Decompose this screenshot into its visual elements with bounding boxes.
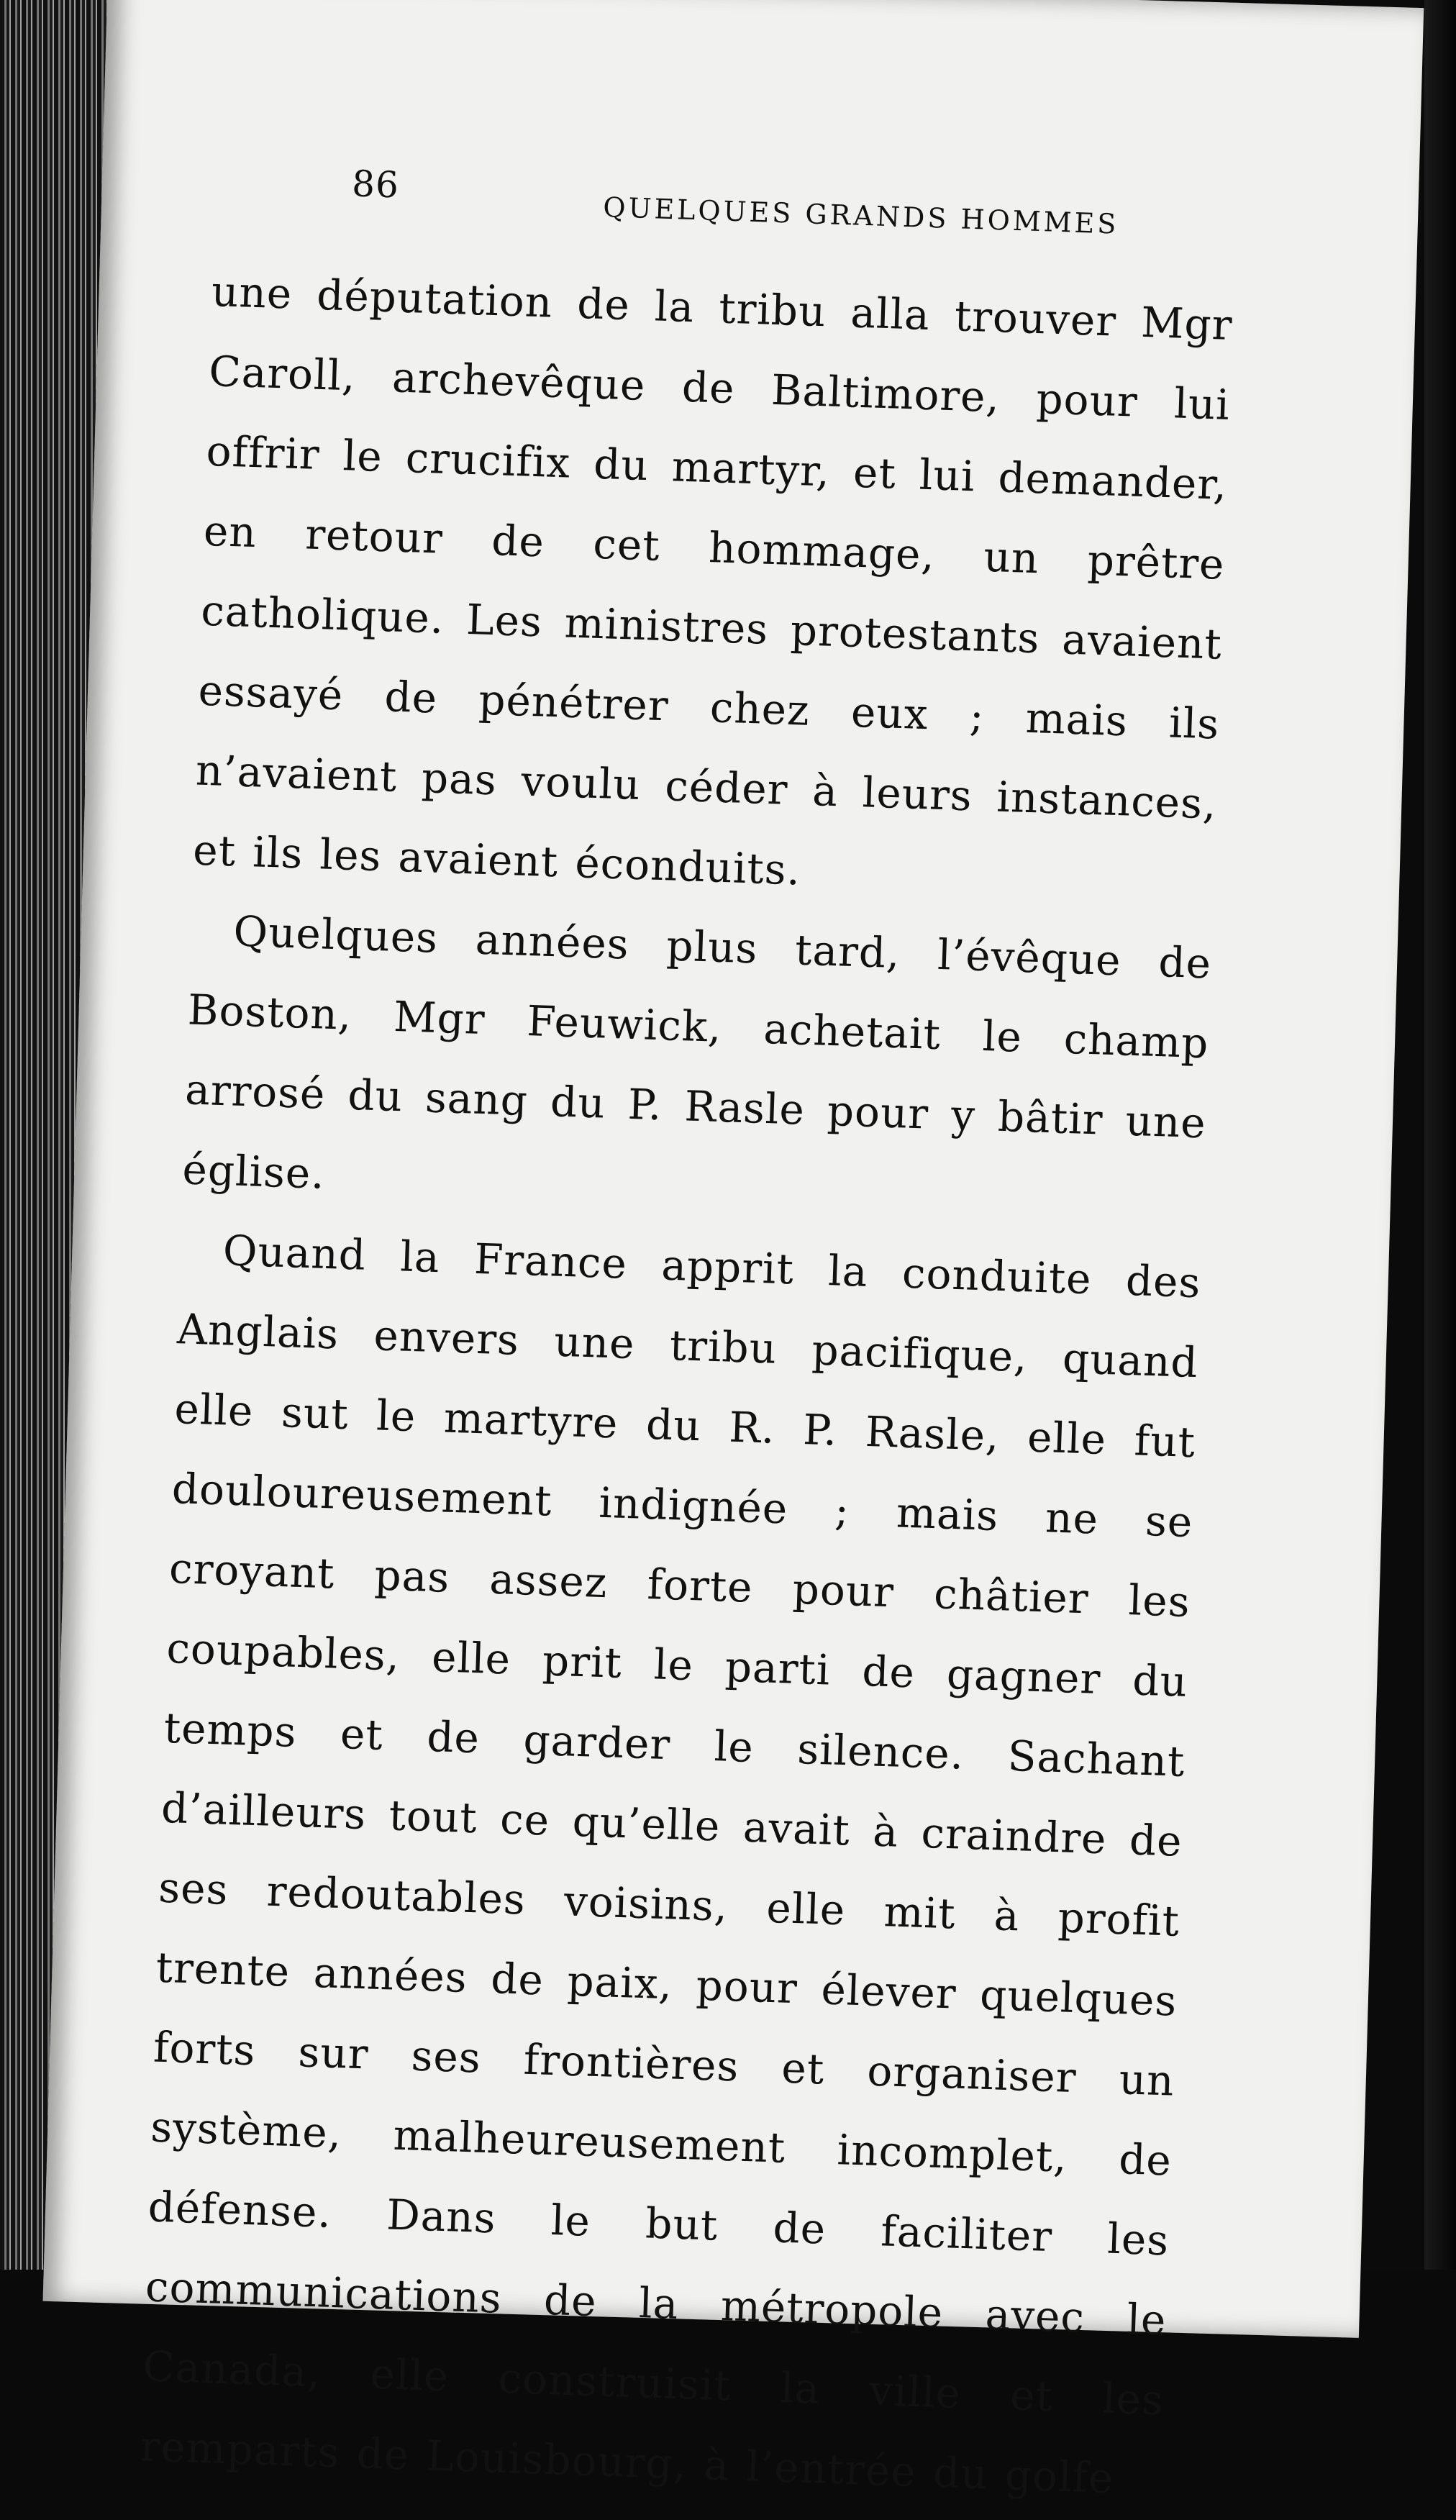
paragraph-continuation: une députation de la tribu alla trouver Mgr Caroll, archevêque de Baltimore, pour lui offrir le crucifix du martyr, et lui demander, en retour de cet hommage, un prêtre catholique. Les ministres protestants avaient essayé de pénétrer chez eux ; mais ils n’avaient pas voulu céder à leurs instances, et ils les avaient éconduits. (192, 266, 1234, 895)
page-text-block (139, 165, 1237, 2520)
page-number: 86 (351, 163, 400, 206)
dark-right-margin (1424, 0, 1456, 2270)
running-head-title: QUELQUES GRANDS HOMMES (602, 191, 1120, 240)
paragraph-boston: Quelques années plus tard, l’évêque de Boston, Mgr Feuwick, achetait le champ arrosé du sang du P. Rasle pour y bâtir une église. (181, 906, 1213, 1198)
paragraph-france: Quand la France apprit la conduite des Anglais envers une tribu pacifique, quand elle sut le martyre du R. P. Rasle, elle fut douloureusement indignée ; mais ne se croyant pas assez forte pour châtier les coupables, elle prit le parti de gagner du temps et de garder le silence. Sachant d’ailleurs tout ce qu’elle avait à craindre de ses redoutables voisins, elle mit à profit trente années de paix, pour élever quelques forts sur ses frontières et organiser un système, malheureusement incomplet, de défense. Dans le but de faciliter les communications de la métropole avec le Canada, elle construisit la ville et les remparts de Louisbourg, à l’entrée du golfe (139, 1226, 1202, 2503)
